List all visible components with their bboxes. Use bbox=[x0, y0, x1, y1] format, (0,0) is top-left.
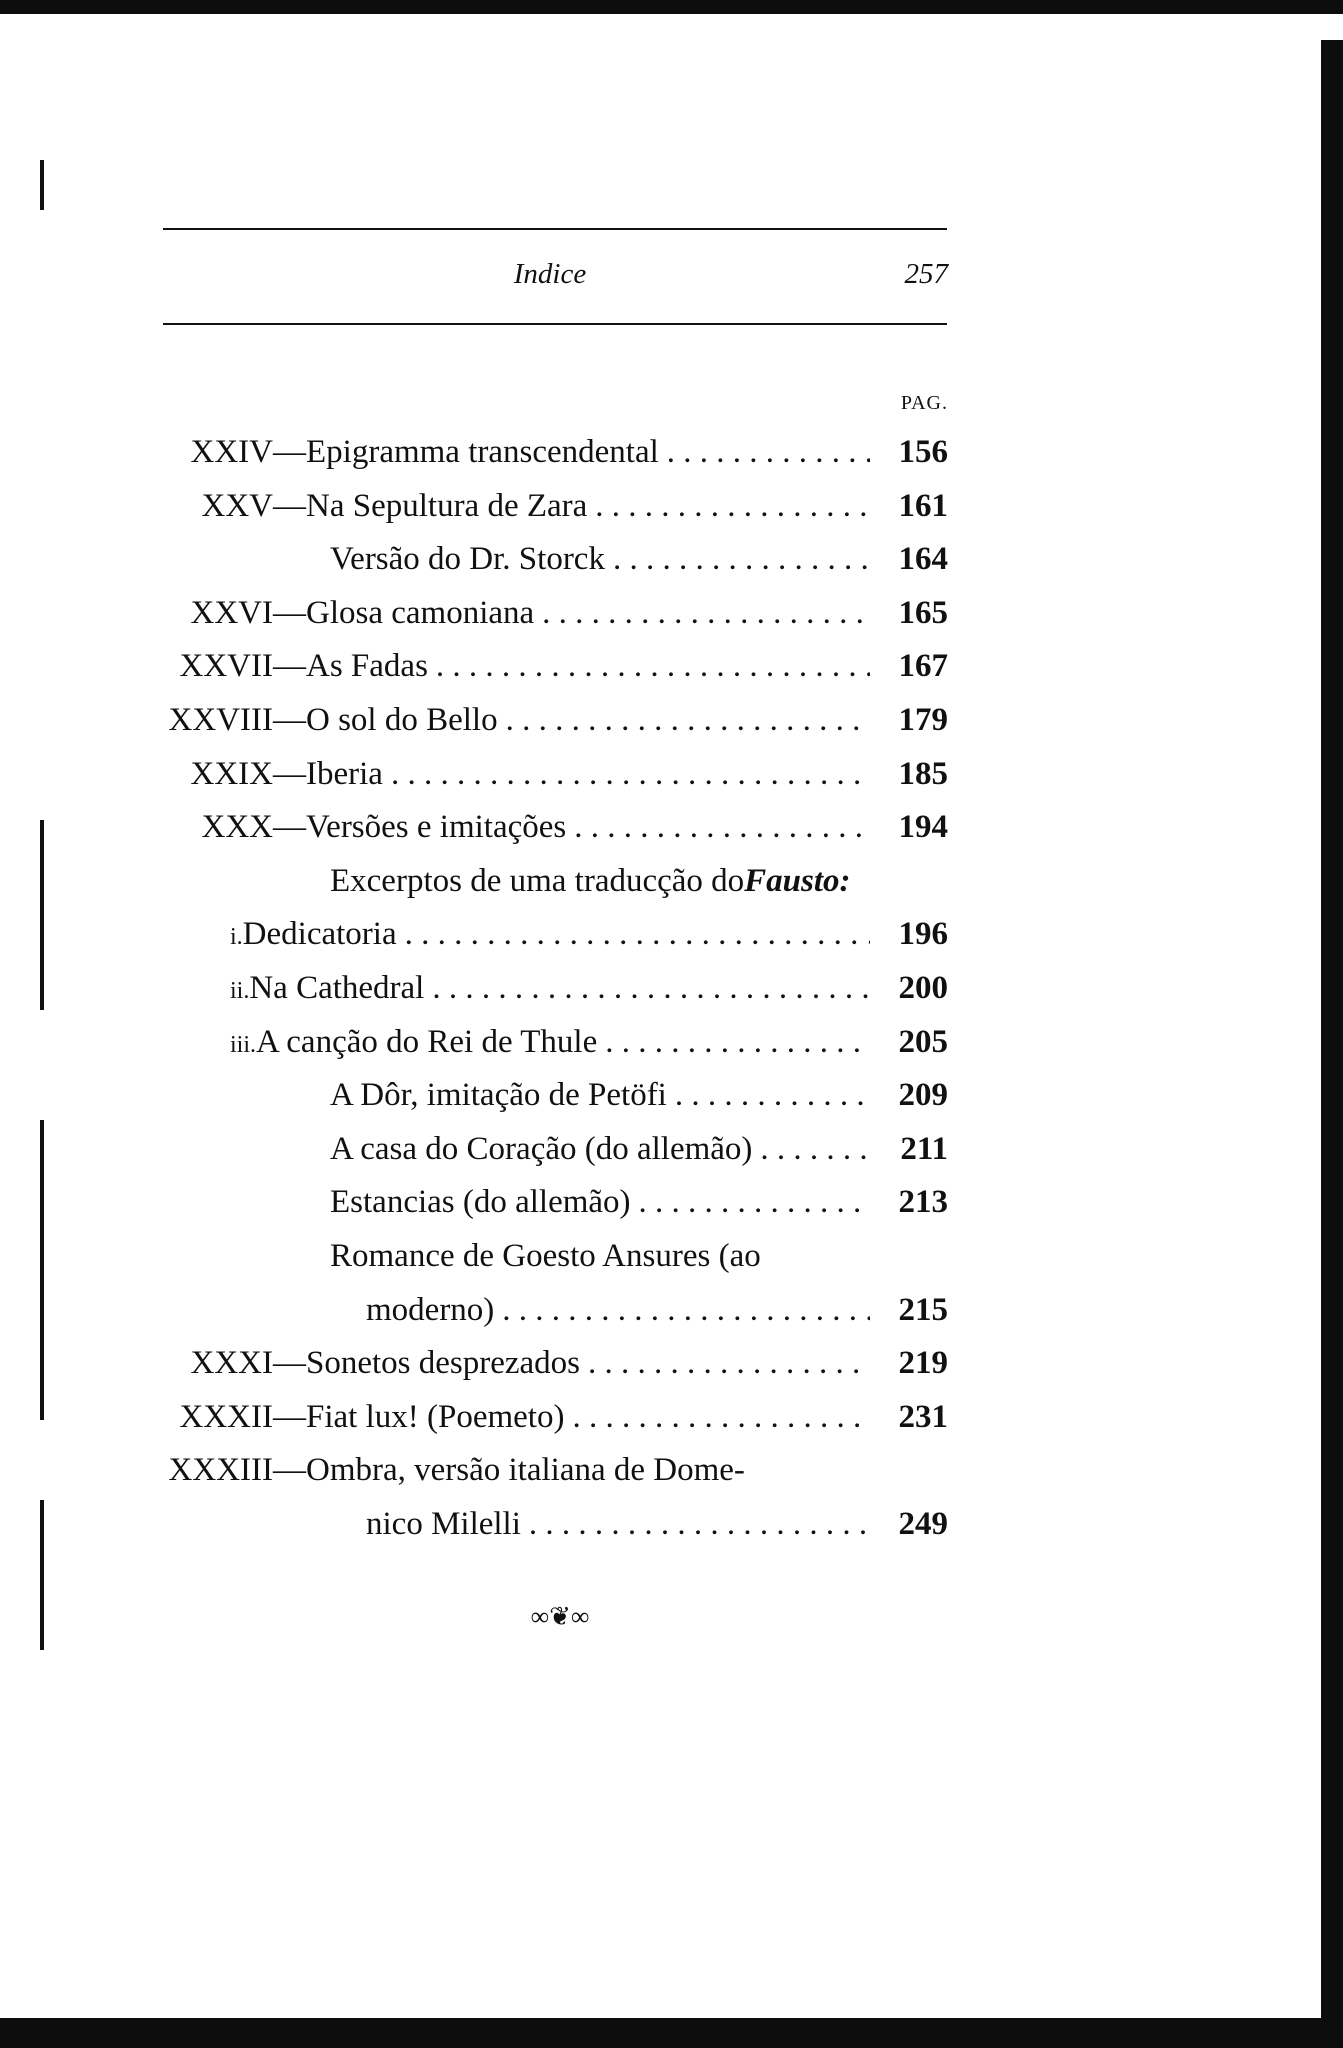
toc-entry-number: ii. bbox=[230, 978, 250, 1004]
toc-entry bbox=[160, 488, 948, 542]
toc-entry-title: Iberia bbox=[306, 755, 383, 792]
toc-entry bbox=[160, 648, 948, 702]
toc-entry-title: Romance de Goesto Ansures (ao bbox=[330, 1238, 761, 1274]
toc-entry bbox=[230, 1024, 948, 1078]
toc-entry bbox=[366, 1506, 948, 1560]
dot-leader bbox=[542, 595, 870, 632]
toc-entry bbox=[160, 756, 948, 810]
toc-entry bbox=[330, 1184, 948, 1238]
page-number: 257 bbox=[904, 258, 948, 290]
toc-entry bbox=[160, 702, 948, 756]
toc-entry-number: XXVIII— bbox=[168, 702, 306, 738]
dot-leader bbox=[432, 970, 870, 1007]
toc-entry-number: i. bbox=[230, 924, 243, 951]
toc-entry-number: iii. bbox=[230, 1031, 257, 1058]
dot-leader bbox=[529, 1506, 870, 1543]
toc-entry bbox=[330, 1131, 948, 1185]
dot-leader bbox=[574, 809, 870, 846]
dot-leader bbox=[572, 1399, 870, 1436]
toc-entry-title: Excerptos de uma traducção do bbox=[330, 862, 745, 899]
toc-entry-title: A casa do Coração (do allemão) bbox=[330, 1130, 753, 1167]
dot-leader bbox=[391, 756, 870, 793]
toc-entry-title: nico Milelli bbox=[366, 1506, 521, 1542]
toc-entry-number: XXVI— bbox=[190, 594, 306, 631]
toc-entry-number: XXX— bbox=[201, 809, 306, 846]
toc-entry-title: Na Cathedral bbox=[249, 970, 425, 1006]
scan-border-bottom bbox=[0, 2018, 1343, 2048]
toc-entry-page: 185 bbox=[898, 755, 948, 792]
toc-entry bbox=[160, 809, 948, 863]
toc-entry-number: XXXII— bbox=[179, 1398, 306, 1435]
toc-entry-title: Epigramma transcendental bbox=[306, 434, 659, 470]
dot-leader bbox=[506, 702, 870, 739]
toc-entry-page: 213 bbox=[898, 1184, 948, 1221]
toc-entry-page: 161 bbox=[898, 487, 948, 524]
scan-mark-left bbox=[40, 1500, 44, 1650]
toc-entry-page: 215 bbox=[898, 1291, 948, 1328]
toc-entry-page: 219 bbox=[898, 1345, 948, 1382]
toc-entry-title: A canção do Rei de Thule bbox=[256, 1023, 598, 1060]
toc-entry-title: moderno) bbox=[366, 1291, 495, 1328]
toc-entry-title: Fiat lux! (Poemeto) bbox=[306, 1398, 565, 1435]
toc-entry bbox=[366, 1292, 948, 1346]
dot-leader bbox=[639, 1184, 870, 1221]
toc-entry-title: Glosa camoniana bbox=[306, 594, 535, 631]
toc-entry-title: As Fadas bbox=[306, 648, 428, 685]
scan-mark-left bbox=[40, 1120, 44, 1420]
toc-entry-page: 156 bbox=[898, 434, 948, 470]
dot-leader bbox=[436, 648, 870, 685]
toc-entry-page: 209 bbox=[898, 1077, 948, 1114]
ornament: ∞❦∞ bbox=[530, 1602, 590, 1631]
toc-entry bbox=[160, 1345, 948, 1399]
toc-entry-title: Sonetos desprezados bbox=[306, 1345, 581, 1382]
toc-entry bbox=[230, 916, 948, 970]
dot-leader bbox=[595, 488, 870, 525]
toc-entry-title: O sol do Bello bbox=[306, 702, 498, 738]
toc-entry bbox=[160, 1399, 948, 1453]
scan-border-right bbox=[1321, 40, 1343, 2030]
toc-entry bbox=[160, 595, 948, 649]
dot-leader bbox=[605, 1024, 870, 1061]
dot-leader bbox=[502, 1292, 870, 1329]
toc-entry-title: Estancias (do allemão) bbox=[330, 1184, 631, 1221]
toc-entry bbox=[160, 434, 948, 488]
toc-entry bbox=[160, 1452, 948, 1506]
toc-entry-page: 194 bbox=[898, 809, 948, 846]
scan-border-top bbox=[0, 0, 1343, 14]
toc-entry-page: 179 bbox=[898, 702, 948, 738]
toc-entry-page: 205 bbox=[898, 1023, 948, 1060]
toc-entry-number: XXXI— bbox=[190, 1345, 306, 1382]
toc-entry-number: XXXIII— bbox=[168, 1452, 306, 1489]
toc-entry-title: A Dôr, imitação de Petöfi bbox=[330, 1077, 667, 1114]
toc-entry-page: 211 bbox=[900, 1130, 948, 1167]
toc-entry-number: XXIX— bbox=[190, 755, 306, 792]
running-title: Indice bbox=[513, 258, 587, 290]
toc-entry-title: Dedicatoria bbox=[242, 916, 397, 953]
dot-leader bbox=[667, 434, 870, 471]
scan-mark-left bbox=[40, 160, 44, 210]
dot-leader bbox=[405, 916, 870, 953]
toc-entry-title: Versões e imitações bbox=[306, 809, 567, 846]
toc-entry-title-italic: Fausto: bbox=[744, 862, 851, 899]
toc-entry-page: 231 bbox=[898, 1398, 948, 1435]
toc-entry-page: 249 bbox=[898, 1506, 948, 1542]
toc-entry-number: XXV— bbox=[201, 487, 306, 524]
scan-mark-left bbox=[40, 820, 44, 1010]
toc-entry-page: 164 bbox=[898, 541, 948, 578]
toc-entry-number: XXIV— bbox=[190, 434, 306, 470]
toc-entry bbox=[330, 863, 948, 917]
toc-entry-page: 167 bbox=[898, 648, 948, 685]
dot-leader bbox=[760, 1131, 870, 1168]
toc-entry-page: 200 bbox=[898, 970, 948, 1006]
toc-entry-title: Ombra, versão italiana de Dome- bbox=[306, 1452, 745, 1489]
toc-entry-page: 165 bbox=[898, 594, 948, 631]
toc-entry bbox=[330, 541, 948, 595]
toc-entry-page: 196 bbox=[898, 916, 948, 953]
toc-entry-title: Versão do Dr. Storck bbox=[330, 541, 605, 578]
dot-leader bbox=[675, 1077, 870, 1114]
toc-entry bbox=[330, 1238, 948, 1292]
header-rule-top bbox=[163, 228, 947, 230]
dot-leader bbox=[613, 541, 870, 578]
header-rule-bottom bbox=[163, 323, 947, 325]
toc-entry bbox=[230, 970, 948, 1024]
pag-label: PAG. bbox=[900, 392, 948, 414]
toc-entry bbox=[330, 1077, 948, 1131]
dot-leader bbox=[588, 1345, 870, 1382]
toc-entry-title: Na Sepultura de Zara bbox=[306, 487, 588, 524]
toc-entry-number: XXVII— bbox=[179, 648, 306, 685]
